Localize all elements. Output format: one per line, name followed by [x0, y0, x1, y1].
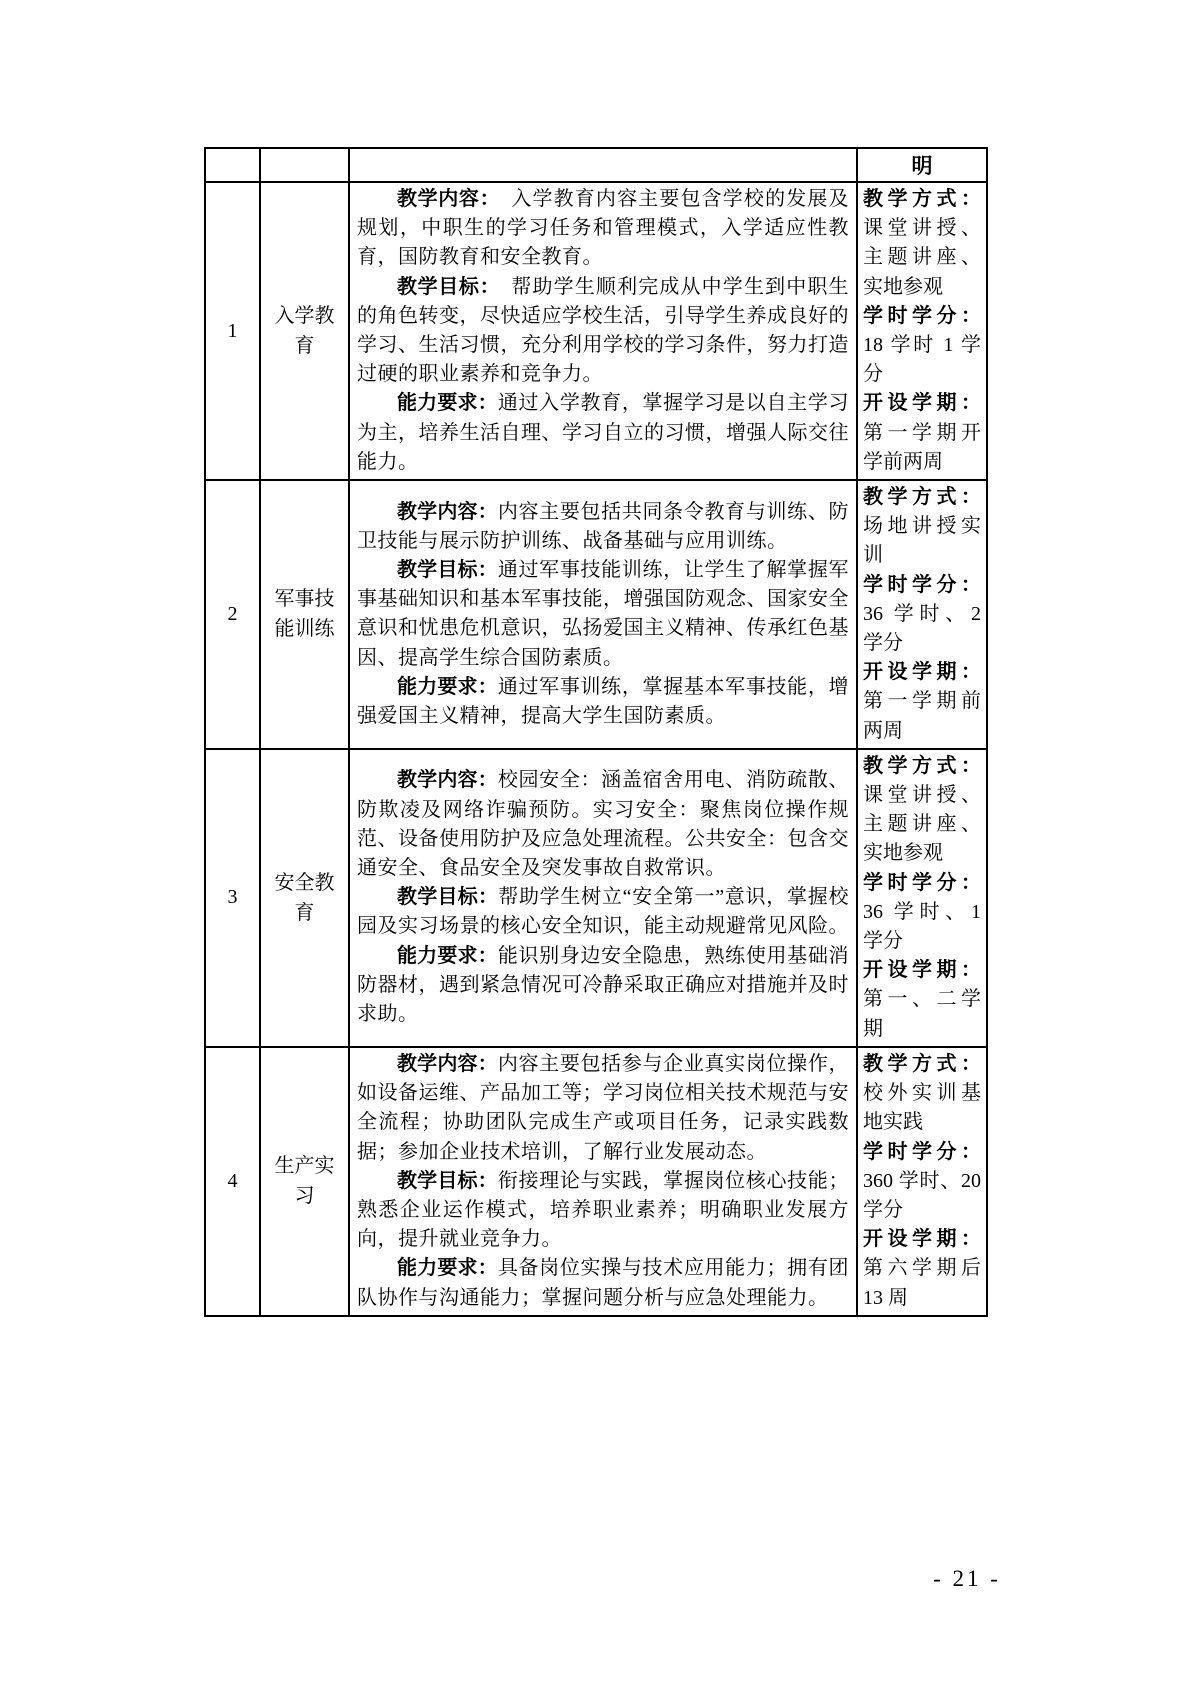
content-paragraph [357, 673, 849, 731]
course-details-cell [857, 749, 987, 1047]
paragraph-label: 能力要求： [397, 675, 498, 698]
detail-item [863, 956, 981, 1044]
table-header-row [205, 148, 987, 182]
table-row [205, 1047, 987, 1316]
detail-item [863, 185, 981, 302]
course-content-cell [349, 1047, 857, 1316]
table-row [205, 182, 987, 480]
header-cell-course [260, 148, 349, 182]
content-paragraph [357, 185, 849, 273]
detail-label: 开设学期： [863, 959, 981, 982]
row-number-cell: 2 [205, 480, 260, 749]
row-number-cell: 3 [205, 749, 260, 1047]
detail-item [863, 302, 981, 390]
detail-item [863, 869, 981, 957]
course-content-cell [349, 749, 857, 1047]
course-name-cell: 军事技能训练 [260, 480, 349, 749]
table-row [205, 480, 987, 749]
paragraph-label: 能力要求： [397, 1257, 498, 1280]
course-details-cell [857, 182, 987, 480]
paragraph-label: 教学目标： [397, 886, 499, 909]
content-paragraph [357, 1167, 849, 1255]
detail-text: 36 学时、2 学分 [863, 602, 981, 655]
course-name-cell: 入学教育 [260, 182, 349, 480]
row-number-cell: 1 [205, 182, 260, 480]
header-cell-content [349, 148, 857, 182]
detail-label: 学时学分： [863, 304, 981, 327]
content-paragraph [357, 1254, 849, 1312]
paragraph-label: 教学目标： [397, 275, 491, 298]
paragraph-text: 帮助学生顺利完成从中学生到中职生的角色转变，尽快适应学校生活，引导学生养成良好的学习、生活习惯，充分利用学校的学习条件，努力打造过硬的职业素养和竞争力。 [357, 275, 850, 386]
detail-label: 教学方式： [863, 754, 981, 777]
paragraph-text: 通过军事技能训练，让学生了解掌握军事基础知识和基本军事技能，增强国防观念、国家安全意识和忧患危机意识，弘扬爱国主义精神、传承红色基因、提高学生综合国防素质。 [357, 559, 850, 669]
detail-text: 360 学时、20 学分 [863, 1169, 981, 1221]
row-number-cell: 4 [205, 1047, 260, 1316]
paragraph-label: 能力要求： [397, 944, 498, 967]
detail-item [863, 1225, 981, 1313]
course-content-cell [349, 480, 857, 749]
detail-item [863, 483, 981, 571]
detail-text: 第一学期前两周 [863, 690, 981, 742]
paragraph-text: 内容主要包括参与企业真实岗位操作，如设备运维、产品加工等；学习岗位相关技术规范与安全流程；协助团队完成生产或项目任务，记录实践数据；参加企业技术培训，了解行业发展动态。 [357, 1052, 850, 1163]
detail-label: 教学方式： [863, 486, 981, 509]
detail-label: 开设学期： [863, 392, 981, 415]
course-table [204, 147, 988, 1317]
content-paragraph [357, 389, 849, 477]
paragraph-label: 能力要求： [397, 392, 498, 415]
paragraph-text: 通过军事训练，掌握基本军事技能，增强爱国主义精神，提高大学生国防素质。 [357, 675, 850, 728]
course-content-cell [349, 182, 857, 480]
header-cell-remark: 明 [857, 148, 987, 182]
header-cell-index [205, 148, 260, 182]
detail-text: 36 学时、1 学分 [863, 900, 981, 953]
detail-item [863, 752, 981, 869]
detail-text: 第一、二学期 [863, 988, 981, 1040]
detail-label: 教学方式： [863, 1052, 981, 1075]
detail-text: 校外实训基地实践 [863, 1082, 981, 1134]
course-details-cell [857, 480, 987, 749]
paragraph-text: 具备岗位实操与技术应用能力；拥有团队协作与沟通能力；掌握问题分析与应急处理能力。 [357, 1257, 850, 1309]
course-details-cell [857, 1047, 987, 1316]
course-name-cell: 安全教育 [260, 749, 349, 1047]
detail-label: 开设学期： [863, 661, 981, 684]
content-paragraph [357, 942, 849, 1030]
table-row [205, 749, 987, 1047]
paragraph-text: 衔接理论与实践，掌握岗位核心技能；熟悉企业运作模式，培养职业素养；明确职业发展方向，提升就业竞争力。 [357, 1169, 850, 1251]
detail-label: 学时学分： [863, 1140, 981, 1163]
content-paragraph [357, 883, 849, 941]
paragraph-text: 入学教育内容主要包含学校的发展及规划，中职生的学习任务和管理模式，入学适应性教育，国防教育和安全教育。 [357, 188, 850, 269]
paragraph-label: 教学内容： [397, 1052, 498, 1075]
detail-label: 开设学期： [863, 1228, 981, 1251]
paragraph-text: 内容主要包括共同条令教育与训练、防卫技能与展示防护训练、战备基础与应用训练。 [357, 500, 850, 552]
content-paragraph [357, 766, 849, 883]
paragraph-label: 教学目标： [397, 559, 498, 582]
paragraph-label: 教学内容： [397, 188, 491, 210]
detail-item [863, 1138, 981, 1226]
detail-item [863, 1050, 981, 1138]
paragraph-text: 能识别身边安全隐患，熟练使用基础消防器材，遇到紧急情况可冷静采取正确应对措施并及时求助。 [357, 944, 850, 1026]
detail-item [863, 571, 981, 659]
detail-label: 学时学分： [863, 871, 981, 894]
paragraph-text: 通过入学教育，掌握学习是以自主学习为主，培养生活自理、学习自立的习惯，增强人际交往能力。 [357, 392, 850, 473]
detail-label: 教学方式： [863, 188, 981, 210]
page-number: - 21 - [933, 1566, 1001, 1591]
detail-text: 第六学期后 13 周 [863, 1257, 981, 1309]
paragraph-text: 帮助学生树立“安全第一”意识，掌握校园及实习场景的核心安全知识，能主动规避常见风险。 [357, 886, 850, 938]
content-paragraph [357, 273, 849, 390]
detail-label: 学时学分： [863, 573, 981, 596]
detail-text: 课堂讲授、主题讲座、实地参观 [863, 784, 981, 865]
paragraph-label: 教学目标： [397, 1169, 498, 1192]
detail-text: 18 学时 1 学分 [863, 334, 981, 386]
detail-text: 第一学期开学前两周 [863, 421, 981, 473]
content-paragraph [357, 1050, 849, 1167]
course-name-cell: 生产实习 [260, 1047, 349, 1316]
content-paragraph [357, 556, 849, 673]
detail-text: 课堂讲授、主题讲座、实地参观 [863, 217, 981, 298]
paragraph-label: 教学内容： [397, 500, 498, 523]
detail-text: 场地讲授实训 [863, 515, 981, 567]
paragraph-label: 教学内容： [397, 769, 498, 792]
detail-item [863, 389, 981, 477]
content-paragraph [357, 498, 849, 556]
paragraph-text: 校园安全：涵盖宿舍用电、消防疏散、防欺凌及网络诈骗预防。实习安全：聚焦岗位操作规范、设备使用防护及应急处理流程。公共安全：包含交通安全、食品安全及突发事故自救常识。 [357, 769, 850, 880]
detail-item [863, 658, 981, 746]
